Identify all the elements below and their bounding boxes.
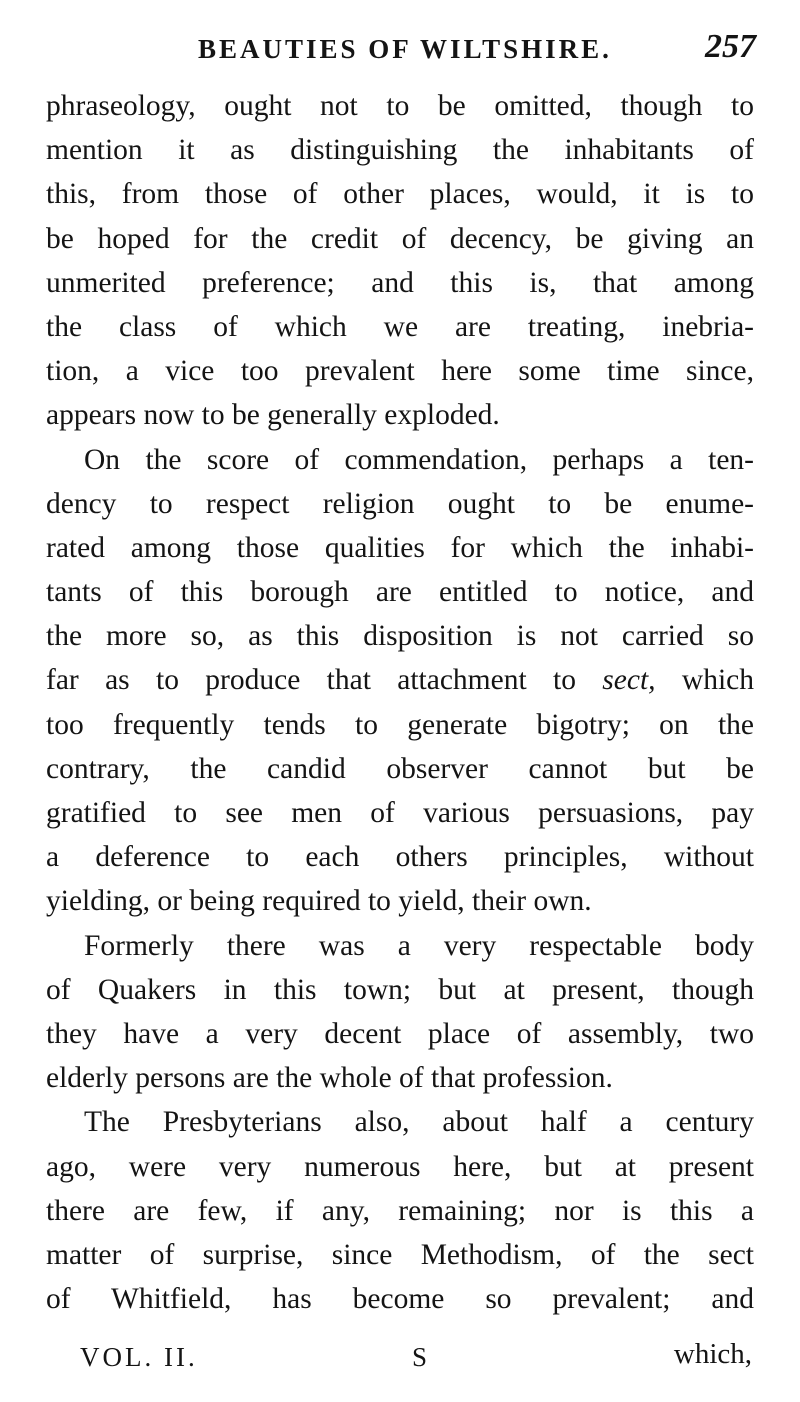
text-line: mention it as distinguishing the inhabitants of	[46, 134, 754, 167]
paragraph	[46, 1100, 754, 1321]
text-line: phraseology, ought not to be omitted, though to	[46, 90, 754, 122]
text-line: yielding, or being required to yield, their own.	[46, 885, 592, 918]
text-line: Formerly there was a very respectable body	[84, 929, 754, 962]
text-line: there are few, if any, remaining; nor is this a	[46, 1194, 754, 1227]
page-footer	[0, 1338, 800, 1382]
text-line: rated among those qualities for which the inhabi-	[46, 531, 754, 564]
text-line: a deference to each others principles, without	[46, 841, 754, 874]
paragraph	[46, 924, 754, 1101]
text-line: tants of this borough are entitled to notice, and	[46, 576, 754, 609]
text-line: On the score of commendation, perhaps a ten-	[84, 443, 754, 476]
text-line: appears now to be generally exploded.	[46, 399, 500, 432]
page-number: 257	[705, 28, 756, 65]
text-segment: far as to produce that attachment to	[46, 664, 603, 697]
text-line: the class of which we are treating, inebria-	[46, 310, 754, 343]
body-text	[46, 84, 754, 1321]
text-line: be hoped for the credit of decency, be giving an	[46, 222, 754, 255]
paragraph	[46, 84, 754, 438]
text-line: this, from those of other places, would, it is to	[46, 178, 754, 211]
text-line: matter of surprise, since Methodism, of the sect	[46, 1238, 754, 1271]
text-line: they have a very decent place of assembly, two	[46, 1017, 754, 1050]
italic-word: sect,	[602, 664, 656, 697]
page-header	[0, 28, 800, 68]
text-line-with-italic	[46, 658, 754, 702]
text-line: too frequently tends to generate bigotry; on the	[46, 708, 754, 741]
text-line: of Whitfield, has become so prevalent; and	[46, 1283, 754, 1316]
text-line: of Quakers in this town; but at present, though	[46, 973, 754, 1006]
text-line: The Presbyterians also, about half a century	[84, 1106, 754, 1139]
catchword: which,	[673, 1338, 752, 1370]
signature-mark: S	[412, 1342, 428, 1372]
running-title: BEAUTIES OF WILTSHIRE.	[198, 34, 612, 64]
text-line: contrary, the candid observer cannot but be	[46, 752, 754, 785]
text-line: the more so, as this disposition is not carried so	[46, 620, 754, 653]
text-segment: which	[655, 664, 754, 697]
text-line: gratified to see men of various persuasions, pay	[46, 797, 754, 829]
paragraph	[46, 438, 754, 924]
text-line: dency to respect religion ought to be enume-	[46, 487, 754, 520]
text-line: ago, were very numerous here, but at present	[46, 1150, 754, 1183]
text-line: elderly persons are the whole of that profession.	[46, 1062, 613, 1095]
volume-number: VOL. II.	[80, 1342, 198, 1372]
text-line: tion, a vice too prevalent here some time since,	[46, 355, 754, 388]
text-line: unmerited preference; and this is, that among	[46, 266, 754, 299]
